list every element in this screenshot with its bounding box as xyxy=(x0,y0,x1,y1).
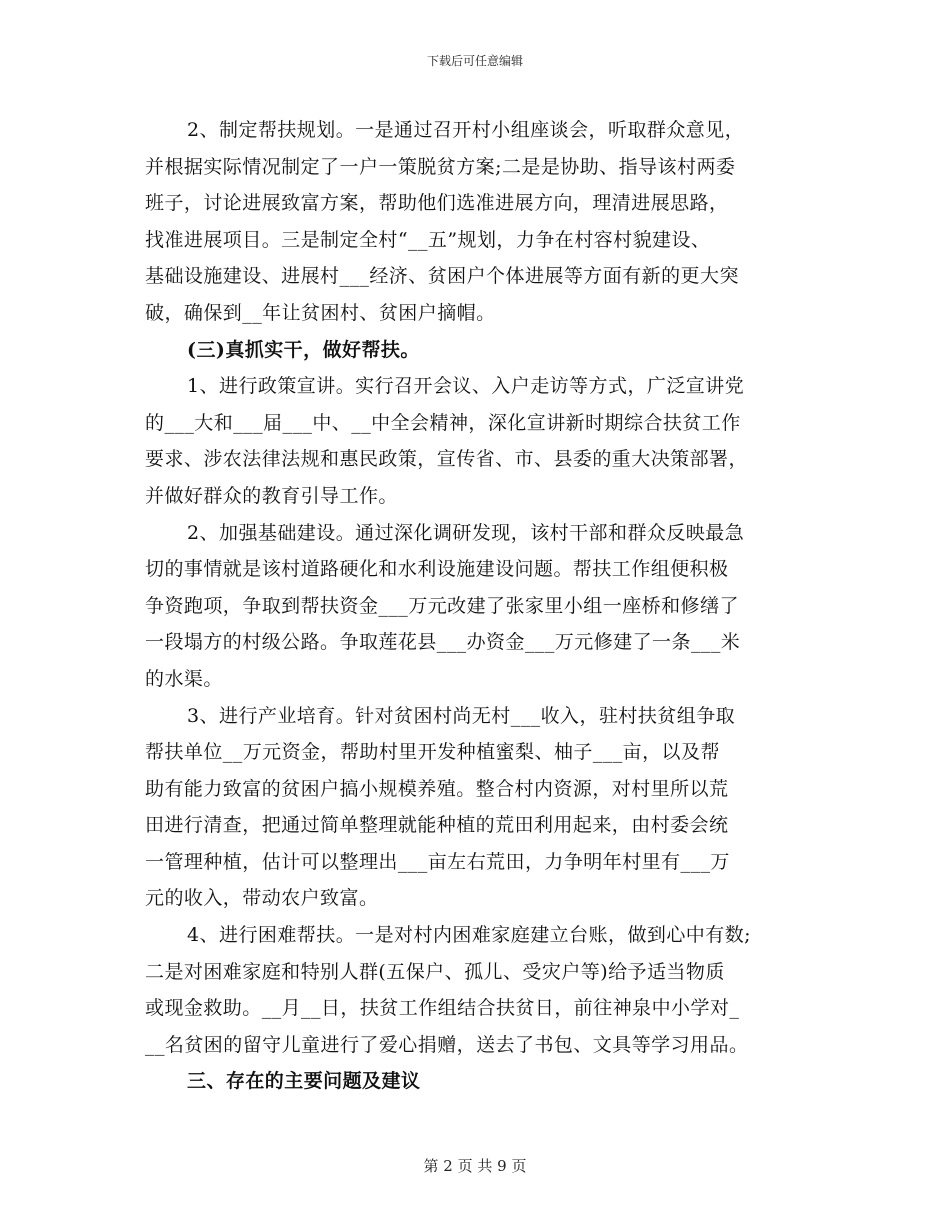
paragraph-line: 田进行清查，把通过简单整理就能种植的荒田利用起来，由村委会统 xyxy=(145,814,729,837)
document-body xyxy=(145,112,805,1100)
paragraph-line: 一管理种植，估计可以整理出___亩左右荒田，力争明年村里有___万 xyxy=(145,850,730,873)
section-heading-line: (三)真抓实干，做好帮扶。 xyxy=(187,338,420,361)
paragraph-line: 帮扶单位__万元资金，帮助村里开发种植蜜梨、柚子___亩，以及帮 xyxy=(145,741,720,764)
paragraph-line: 的水渠。 xyxy=(145,667,223,690)
paragraph-line: 1、进行政策宣讲。实行召开会议、入户走访等方式，广泛宣讲党 xyxy=(187,375,745,398)
section-heading-line: 三、存在的主要问题及建议 xyxy=(187,1070,421,1093)
paragraph-line: 2、制定帮扶规划。一是通过召开村小组座谈会，听取群众意见， xyxy=(187,119,745,141)
paragraph-line: 或现金救助。__月__日，扶贫工作组结合扶贫日，前往神泉中小学对_ xyxy=(145,997,740,1020)
page-header: 下载后可任意编辑 xyxy=(426,54,523,68)
page-footer: 第 2 页 共 9 页 xyxy=(423,1157,527,1175)
paragraph-line: 4、进行困难帮扶。一是对村内困难家庭建立台账，做到心中有数; xyxy=(187,924,751,947)
paragraph-line: 班子，讨论进展致富方案，帮助他们选准进展方向，理清进展思路， xyxy=(145,192,729,215)
paragraph-line: 要求、涉农法律法规和惠民政策，宣传省、市、县委的重大决策部署， xyxy=(145,448,748,471)
paragraph-line: 并根据实际情况制定了一户一策脱贫方案;二是是协助、指导该村两委 xyxy=(145,155,736,178)
paragraph-line: 破，确保到__年让贫困村、贫困户摘帽。 xyxy=(145,301,496,324)
paragraph-line: 争资跑项，争取到帮扶资金___万元改建了张家里小组一座桥和修缮了 xyxy=(145,594,739,617)
paragraph-line: 2、加强基础建设。通过深化调研发现，该村干部和群众反映最急 xyxy=(187,521,745,544)
paragraph-line: 元的收入，带动农户致富。 xyxy=(145,887,379,910)
paragraph-line: 二是对困难家庭和特别人群(五保户、孤儿、受灾户等)给予适当物质 xyxy=(145,960,725,983)
paragraph-line: 基础设施建设、进展村___经济、贫困户个体进展等方面有新的更大突 xyxy=(145,265,739,288)
paragraph-line: __名贫困的留守儿童进行了爱心捐赠，送去了书包、文具等学习用品。 xyxy=(145,1033,749,1056)
paragraph-line: 并做好群众的教育引导工作。 xyxy=(145,484,398,507)
paragraph-line: 3、进行产业培育。针对贫困村尚无村___收入，驻村扶贫组争取 xyxy=(187,704,736,727)
paragraph-line: 切的事情就是该村道路硬化和水利设施建设问题。帮扶工作组便积极 xyxy=(145,558,729,581)
paragraph-line: 一段塌方的村级公路。争取莲花县___办资金___万元修建了一条___米 xyxy=(145,631,741,654)
paragraph-line: 找准进展项目。三是制定全村“__五”规划，力争在村容村貌建设、 xyxy=(145,228,711,251)
paragraph-line: 助有能力致富的贫困户搞小规模养殖。整合村内资源，对村里所以荒 xyxy=(145,777,729,800)
paragraph-line: 的___大和___届___中、__中全会精神，深化宣讲新时期综合扶贫工作 xyxy=(145,411,741,434)
